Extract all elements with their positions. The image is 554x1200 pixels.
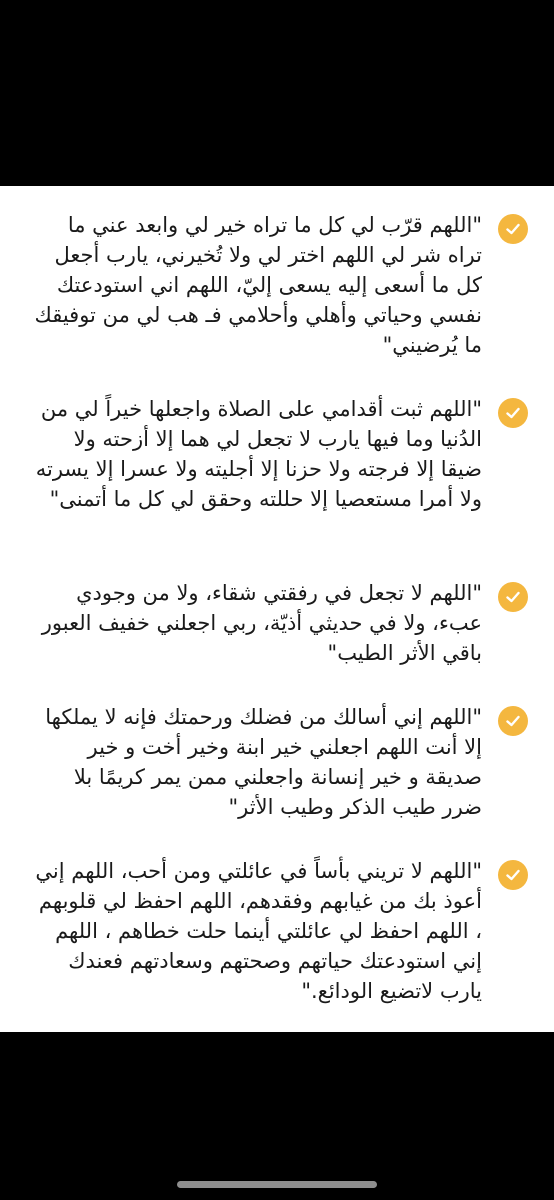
- top-black-area: [0, 0, 554, 186]
- check-circle-icon: [498, 398, 528, 428]
- note-content[interactable]: [0, 186, 554, 1032]
- list-item-text: "اللهم إني أسالك من فضلك ورحمتك فإنه لا يملكها إلا أنت اللهم اجعلني خير ابنة وخير أخت و خير صديقة و خير إنسانة واجعلني ممن يمر كريمًا بلا ضرر طيب الذكر وطيب الأثر": [45, 705, 482, 819]
- list-item-text: "اللهم لا تريني بأساً في عائلتي ومن أحب، اللهم إني أعوذ بك من غيابهم وفقدهم، اللهم احفظ لي قلوبهم ، اللهم احفظ لي عائلتي أينما حلت خطاهم ، اللهم إني استودعتك حياتهم وصحتهم وسعادتهم فعندك يارب لاتضيع الودائع.": [35, 859, 482, 1003]
- check-circle-icon: [498, 214, 528, 244]
- check-circle-icon: [498, 706, 528, 736]
- home-indicator[interactable]: [177, 1181, 377, 1188]
- check-circle-icon: [498, 582, 528, 612]
- list-item-text: "اللهم ثبت أقدامي على الصلاة واجعلها خيراً لي من الدُنيا وما فيها يارب لا تجعل لي هما إلا أزحته ولا ضيقا إلا فرجته ولا حزنا إلا أجليته ولا عسرا إلا يسرته ولا أمرا مستعصيا إلا حللته وحقق لي كل ما أتمنى": [35, 397, 482, 511]
- list-item-text: "اللهم قرّب لي كل ما تراه خير لي وابعد عني ما تراه شر لي اللهم اختر لي ولا تُخيرني، يارب أجعل كل ما أسعى إليه يسعى إليّ، اللهم اني استودعتك نفسي وحياتي وأهلي وأحلامي فـ هب لي من توفيقك ما يُرضيني": [34, 213, 482, 357]
- check-circle-icon: [498, 860, 528, 890]
- list-item-text: "اللهم لا تجعل في رفقتي شقاء، ولا من وجودي عبء، ولا في حديثي أذيّة، ربي اجعلني خفيف العبور باقي الأثر الطيب": [41, 581, 482, 665]
- bottom-black-area: [0, 1032, 554, 1200]
